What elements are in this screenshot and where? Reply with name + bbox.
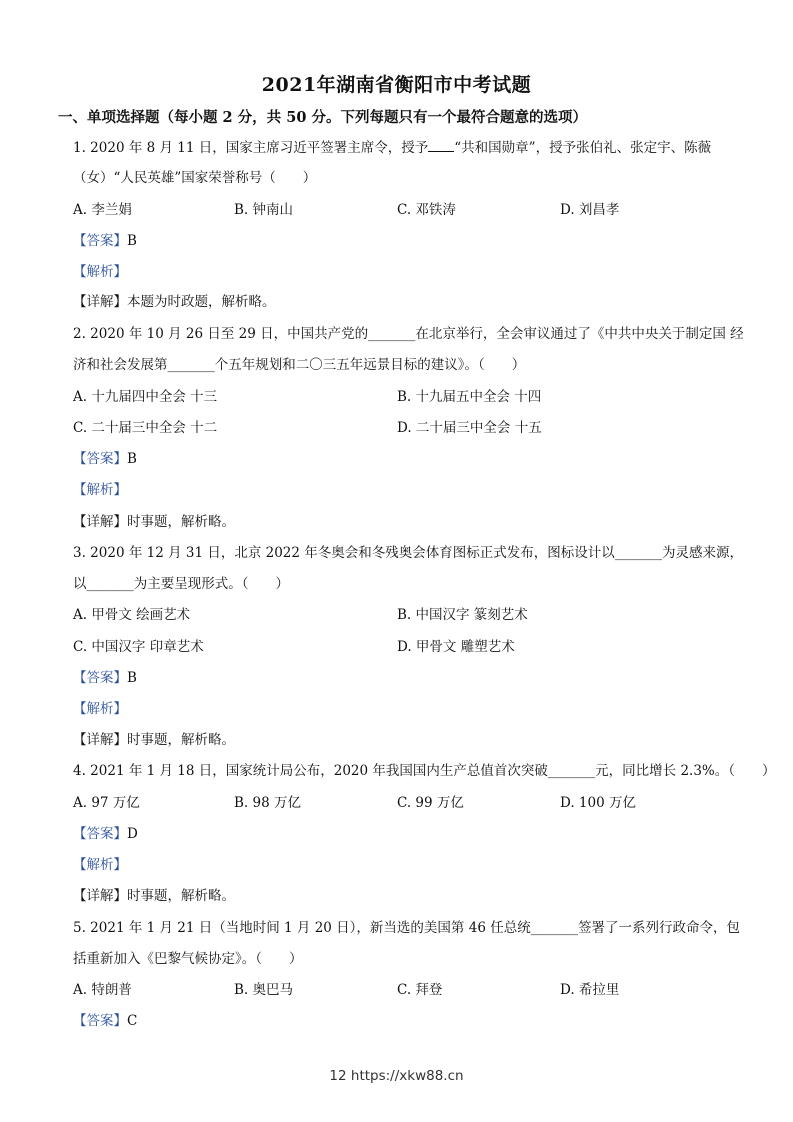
question-3-answer [73, 666, 723, 686]
question-3-option-b: B. 中国汉字 篆刻艺术 [397, 607, 528, 623]
question-1-option-b: B. 钟南山 [234, 202, 294, 218]
question-4-analysis-label: 【解析】 [73, 857, 127, 873]
question-3-analysis-label: 【解析】 [73, 701, 127, 717]
question-5-stem-line2: 括重新加入《巴黎气候协定》。（ ） [73, 951, 303, 967]
question-4-option-c: C. 99 万亿 [397, 795, 464, 811]
question-3-option-c: C. 中国汉字 印章艺术 [73, 639, 204, 655]
question-2-stem-line1: 2. 2020 年 10 月 26 日至 29 日，中国共产党的_______在北京举行，全会审议通过了《中共中央关于制定国 经 [73, 326, 744, 342]
question-2-stem-line2: 济和社会发展第_______个五年规划和二〇三五年远景目标的建议》。（ ） [73, 357, 526, 373]
question-1-option-d: D. 刘昌孝 [560, 202, 620, 218]
answer-value: B [127, 670, 137, 686]
question-1-stem-part1: 1. 2020 年 8 月 11 日，国家主席习近平签署主席令，授予 [73, 140, 429, 156]
question-4-answer [73, 822, 723, 842]
answer-value: D [127, 826, 138, 842]
answer-value: B [127, 233, 137, 249]
question-5-stem-line1: 5. 2021 年 1 月 21 日（当地时间 1 月 20 日），新当选的美国第 46 任总统_______签署了一系列行政命令，包 [73, 920, 740, 936]
detail-label: 【详解】 [73, 888, 127, 904]
question-3-option-d: D. 甲骨文 雕塑艺术 [397, 639, 515, 655]
answer-label: 【答案】 [73, 1013, 127, 1029]
question-5-option-a: A. 特朗普 [73, 982, 132, 998]
answer-label: 【答案】 [73, 670, 127, 686]
question-2-option-a: A. 十九届四中全会 十三 [73, 389, 218, 405]
question-3-stem-line2: 以_______为主要呈现形式。（ ） [73, 576, 289, 592]
question-4-stem-line1: 4. 2021 年 1 月 18 日，国家统计局公布，2020 年我国国内生产总值首次突破_______元，同比增长 2.3%。（ ） [73, 763, 776, 779]
question-1-stem-line2: （女）“人民英雄”国家荣誉称号（ ） [73, 170, 317, 186]
detail-text: 时事题，解析略。 [127, 888, 235, 904]
question-4-option-d: D. 100 万亿 [560, 795, 636, 811]
question-1-option-c: C. 邓铁涛 [397, 202, 456, 218]
question-1-answer [73, 229, 723, 249]
page-title: 2021年湖南省衡阳市中考试题 [261, 74, 532, 96]
section-heading: 一、单项选择题（每小题 2 分，共 50 分。下列每题只有一个最符合题意的选项） [58, 109, 587, 126]
question-4-option-b: B. 98 万亿 [234, 795, 301, 811]
question-2-option-d: D. 二十届三中全会 十五 [397, 420, 542, 436]
question-2-detail [73, 510, 723, 530]
question-5-option-c: C. 拜登 [397, 982, 443, 998]
question-1-stem-part2: “共和国勋章”，授予张伯礼、张定宇、陈薇 [454, 140, 712, 156]
detail-label: 【详解】 [73, 294, 127, 310]
question-3-option-a: A. 甲骨文 绘画艺术 [73, 607, 191, 623]
detail-text: 时事题，解析略。 [127, 514, 235, 530]
answer-label: 【答案】 [73, 233, 127, 249]
detail-label: 【详解】 [73, 514, 127, 530]
question-5-option-d: D. 希拉里 [560, 982, 620, 998]
question-5-option-b: B. 奥巴马 [234, 982, 294, 998]
answer-label: 【答案】 [73, 451, 127, 467]
question-5-answer [73, 1009, 723, 1029]
question-3-detail [73, 728, 723, 748]
question-2-option-c: C. 二十届三中全会 十二 [73, 420, 218, 436]
answer-value: C [127, 1013, 138, 1029]
page-footer: 12 https://xkw88.cn [329, 1068, 464, 1084]
question-1-detail [73, 290, 723, 310]
answer-label: 【答案】 [73, 826, 127, 842]
answer-blank [428, 139, 454, 152]
question-2-option-b: B. 十九届五中全会 十四 [397, 389, 542, 405]
question-1-option-a: A. 李兰娟 [73, 202, 132, 218]
detail-label: 【详解】 [73, 732, 127, 748]
detail-text: 时事题，解析略。 [127, 732, 235, 748]
question-3-stem-line1: 3. 2020 年 12 月 31 日，北京 2022 年冬奥会和冬残奥会体育图标正式发布，图标设计以_______为灵感来源， [73, 545, 744, 561]
detail-text: 本题为时政题，解析略。 [127, 294, 276, 310]
answer-value: B [127, 451, 137, 467]
question-2-answer [73, 447, 723, 467]
question-4-option-a: A. 97 万亿 [73, 795, 140, 811]
question-1-stem-line1 [73, 136, 723, 156]
question-4-detail [73, 884, 723, 904]
question-2-analysis-label: 【解析】 [73, 482, 127, 498]
question-1-analysis-label: 【解析】 [73, 264, 127, 280]
